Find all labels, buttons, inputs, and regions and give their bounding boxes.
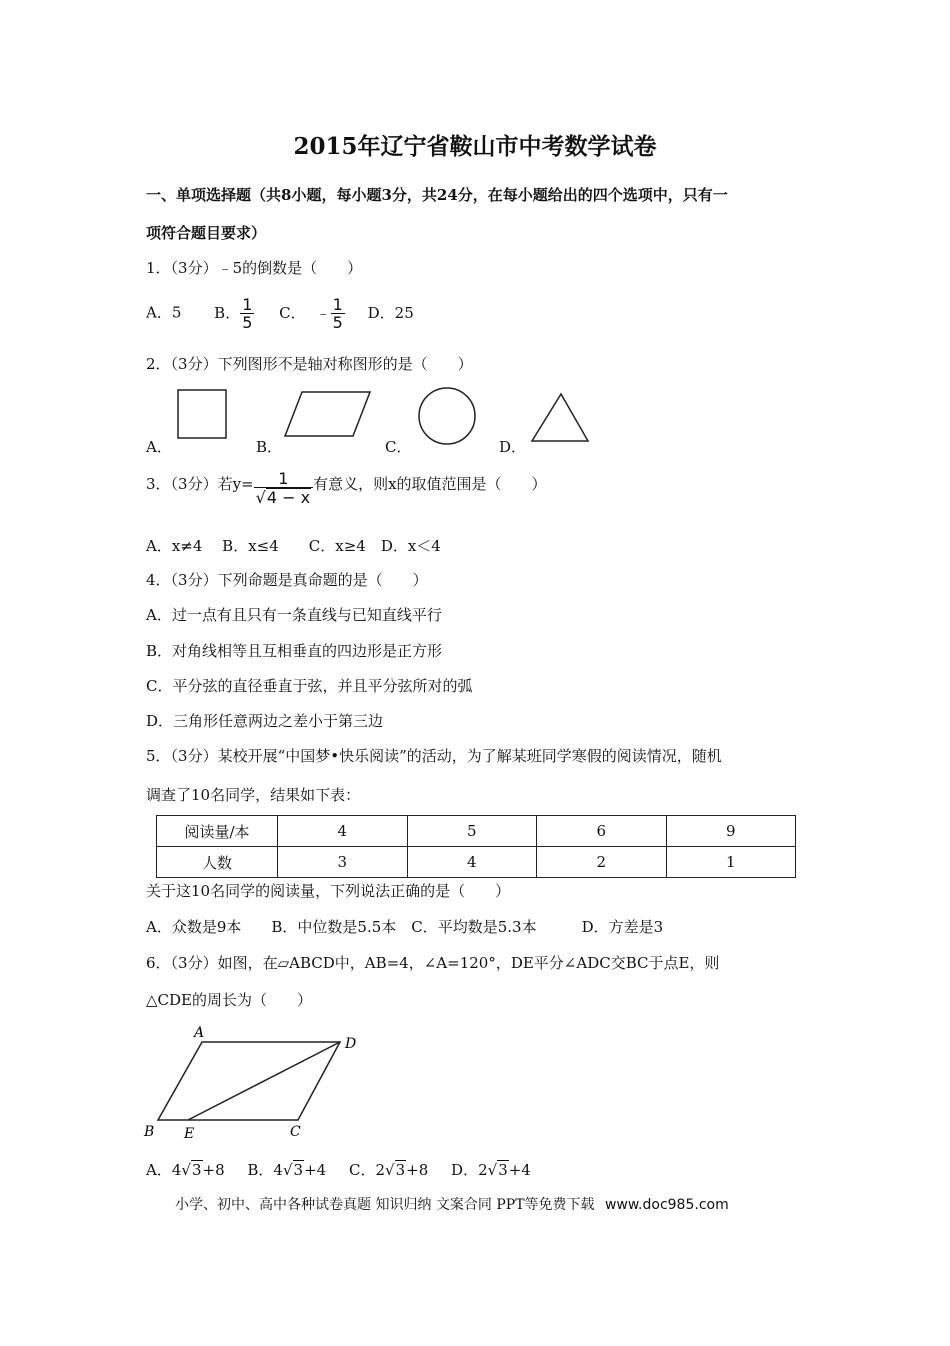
q6-a-const: +8 xyxy=(202,1161,225,1179)
q1-b-denominator: 5 xyxy=(242,313,253,332)
table-cell: 5 xyxy=(407,816,537,847)
q6-b-coef: B．4 xyxy=(247,1161,283,1179)
q6-d-coef: D．2 xyxy=(451,1161,488,1179)
q1-c-numerator: 1 xyxy=(332,295,343,314)
square-shape xyxy=(178,390,226,438)
q2-option-a: A． xyxy=(146,438,172,456)
question-6-options xyxy=(146,1159,531,1180)
q1-option-b-fraction xyxy=(240,296,254,331)
q1-option-a: A．5 xyxy=(146,303,182,322)
q6-d-radicand: 3 xyxy=(498,1161,508,1179)
q6-b-radicand: 3 xyxy=(293,1161,304,1179)
question-5-line1: 5．（3分）某校开展“中国梦•快乐阅读”的活动，为了解某班同学寒假的阅读情况，随机 xyxy=(146,747,722,765)
reading-table xyxy=(156,815,796,878)
table-cell: 3 xyxy=(278,847,408,878)
q2-option-c: C． xyxy=(385,438,412,456)
q1-option-b-label: B． xyxy=(214,303,241,322)
table-cell: 4 xyxy=(407,847,537,878)
q4-option-c: C．平分弦的直径垂直于弦，并且平分弦所对的弧 xyxy=(146,677,473,695)
question-1-stem: 1．（3分）﹣5的倒数是（ ） xyxy=(146,259,363,277)
q1-c-sign: ﹣ xyxy=(315,303,331,322)
question-3-stem xyxy=(146,470,547,506)
table-row xyxy=(157,847,796,878)
footer xyxy=(175,1194,729,1214)
q6-d-const: +4 xyxy=(508,1161,531,1179)
label-b: B xyxy=(144,1124,155,1140)
question-5-options: A．众数是9本 B．中位数是5.5本 C．平均数是5.3本 D．方差是3 xyxy=(146,918,664,936)
q4-option-a: A．过一点有且只有一条直线与已知直线平行 xyxy=(146,606,442,624)
q6-a-radicand: 3 xyxy=(191,1161,202,1179)
table-row xyxy=(157,816,796,847)
parallelogram-figure xyxy=(140,1022,370,1144)
question-6-line2: △CDE的周长为（ ） xyxy=(146,991,312,1009)
question-4-stem: 4．（3分）下列命题是真命题的是（ ） xyxy=(146,571,428,589)
q3-numerator: 1 xyxy=(254,470,313,488)
table-cell: 4 xyxy=(278,816,408,847)
q3-pre: 3．（3分）若y= xyxy=(146,475,254,493)
footer-link[interactable]: www.doc985.com xyxy=(604,1197,729,1213)
q1-c-denominator: 5 xyxy=(332,313,343,332)
parallelogram-shape xyxy=(285,392,370,436)
section-heading-line1: 一、单项选择题（共8小题，每小题3分，共24分，在每小题给出的四个选项中，只有一 xyxy=(146,186,728,204)
q3-radicand: 4 − x xyxy=(266,488,311,507)
circle-shape xyxy=(419,388,475,444)
q6-c-coef: C．2 xyxy=(349,1161,386,1179)
triangle-shape xyxy=(532,394,588,441)
question-5-line2: 调查了10名同学，结果如下表： xyxy=(146,786,361,804)
label-d: D xyxy=(345,1036,357,1052)
table-cell: 1 xyxy=(666,847,796,878)
label-c: C xyxy=(290,1124,301,1140)
label-e: E xyxy=(184,1126,195,1142)
q6-option-d: D．2√3+4 xyxy=(451,1161,531,1179)
question-6-line1: 6．（3分）如图，在▱ABCD中，AB=4，∠A=120°，DE平分∠ADC交BC于点E，则 xyxy=(146,954,720,972)
q6-option-b: B．4√3+4 xyxy=(247,1161,327,1179)
q3-fraction xyxy=(254,470,313,506)
q2-option-d: D． xyxy=(499,438,527,456)
q2-shapes xyxy=(170,384,600,448)
q6-b-const: +4 xyxy=(304,1161,327,1179)
q6-option-c: C．2√3+8 xyxy=(349,1161,429,1179)
q3-post: 有意义，则x的取值范围是（ ） xyxy=(313,475,547,493)
q3-denominator: √4 − x xyxy=(255,488,311,507)
table-cell: 6 xyxy=(537,816,667,847)
question-2-stem: 2．（3分）下列图形不是轴对称图形的是（ ） xyxy=(146,355,473,373)
q6-a-coef: A．4 xyxy=(146,1161,182,1179)
q6-c-radicand: 3 xyxy=(395,1161,406,1179)
section-heading-line2: 项符合题目要求） xyxy=(146,224,267,242)
q2-option-b: B． xyxy=(256,438,283,456)
q4-option-d: D．三角形任意两边之差小于第三边 xyxy=(146,712,384,730)
q1-option-c-fraction xyxy=(331,296,345,331)
table-cell: 阅读量/本 xyxy=(157,816,278,847)
parallelogram-abcd xyxy=(158,1042,340,1120)
label-a: A xyxy=(194,1025,205,1041)
q1-option-d: D．25 xyxy=(367,303,414,322)
question-5-after: 关于这10名同学的阅读量，下列说法正确的是（ ） xyxy=(146,882,511,900)
question-3-options: A．x≠4 B．x≤4 C．x≥4 D．x＜4 xyxy=(146,537,441,555)
q1-b-numerator: 1 xyxy=(242,295,253,314)
table-cell: 9 xyxy=(666,816,796,847)
q4-option-b: B．对角线相等且互相垂直的四边形是正方形 xyxy=(146,642,443,660)
table-cell: 人数 xyxy=(157,847,278,878)
table-cell: 2 xyxy=(537,847,667,878)
q6-c-const: +8 xyxy=(406,1161,429,1179)
q6-option-a: A．4√3+8 xyxy=(146,1161,225,1179)
question-1-options xyxy=(146,296,414,331)
q1-option-c-label: C． xyxy=(279,303,306,322)
page-title: 2015年辽宁省鞍山市中考数学试卷 xyxy=(293,133,657,160)
footer-text: 小学、初中、高中各种试卷真题 知识归纳 文案合同 PPT等免费下载 xyxy=(175,1197,595,1213)
segment-de xyxy=(188,1042,340,1120)
